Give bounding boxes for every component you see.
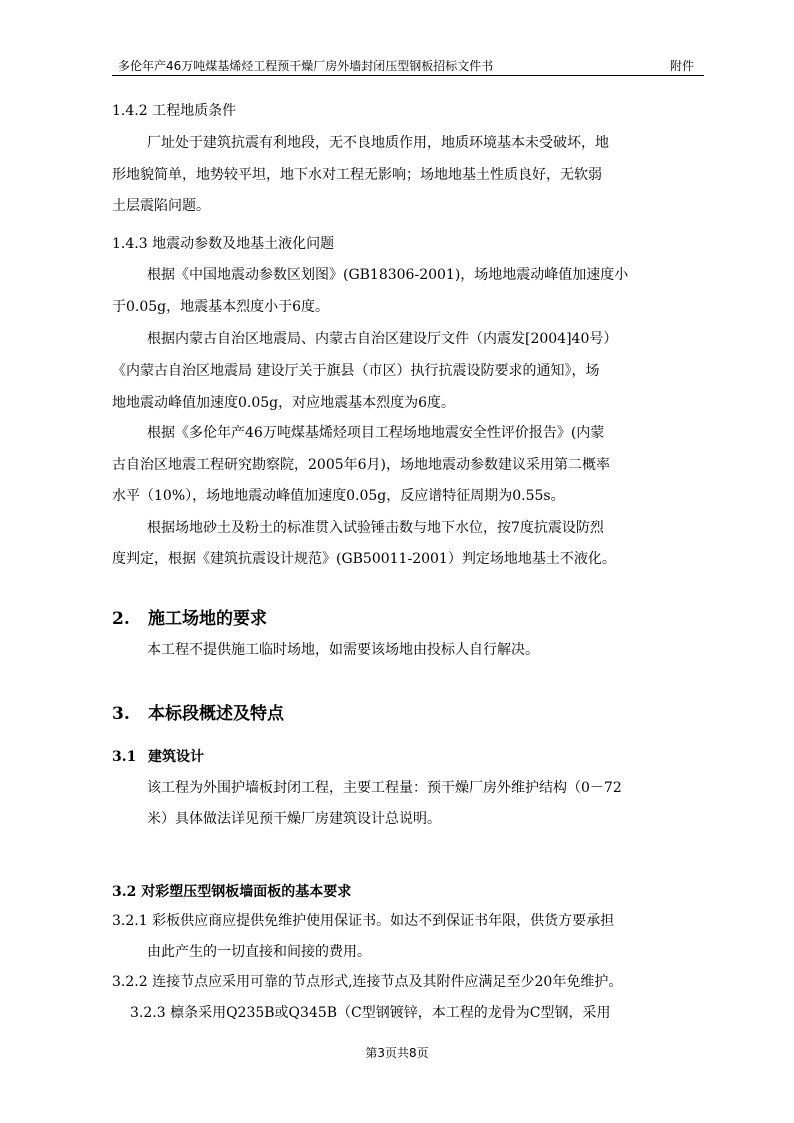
list-item-3-2-1-continued: 由此产生的一切直接和间接的费用。	[147, 944, 371, 960]
section-2-heading	[112, 604, 267, 629]
list-item-3-2-1: 3.2.1 彩板供应商应提供免维护使用保证书。如达不到保证书年限，供货方要承担	[112, 913, 615, 929]
paragraph-line: 厂址处于建筑抗震有利地段，无不良地质作用，地质环境基本未受破坏，地	[147, 135, 609, 151]
paragraph-line: 根据《中国地震动参数区划图》(GB18306-2001)，场地地震动峰值加速度小	[147, 267, 629, 283]
paragraph-line: 水平（10%），场地地震动峰值加速度0.05g，反应谱特征周期为0.55s。	[112, 488, 565, 504]
paragraph-line: 古自治区地震工程研究勘察院，2005年6月)，场地地震动参数建议采用第二概率	[112, 457, 610, 473]
paragraph-line: 根据内蒙古自治区地震局、内蒙古自治区建设厅文件（内震发[2004]40号）	[147, 331, 618, 347]
document-title: 多伦年产46万吨煤基烯烃工程预干燥厂房外墙封闭压型钢板招标文件书	[118, 59, 494, 73]
section-1-4-2-heading: 1.4.2 工程地质条件	[112, 103, 237, 119]
paragraph-line: 《内蒙古自治区地震局 建设厅关于旗县（市区）执行抗震设防要求的通知》，场	[112, 363, 600, 379]
paragraph-line: 度判定，根据《建筑抗震设计规范》(GB50011-2001）判定场地地基土不液化。	[112, 551, 616, 567]
section-title: 施工场地的要求	[148, 609, 267, 629]
list-item-3-2-2: 3.2.2 连接节点应采用可靠的节点形式,连接节点及其附件应满足至少20年免维护。	[112, 974, 623, 990]
list-item-3-2-3: 3.2.3 檩条采用Q235B或Q345B（C型钢镀锌，本工程的龙骨为C型钢，采用	[130, 1005, 611, 1021]
paragraph-line: 形地貌简单，地势较平坦，地下水对工程无影响；场地地基土性质良好，无软弱	[112, 167, 602, 183]
paragraph-line: 本工程不提供施工临时场地，如需要该场地由投标人自行解决。	[147, 642, 539, 658]
paragraph-line: 地地震动峰值加速度0.05g，对应地震基本烈度为6度。	[112, 395, 456, 411]
section-1-4-3-heading: 1.4.3 地震动参数及地基土液化问题	[112, 236, 335, 252]
section-number: 2.	[112, 609, 130, 629]
page-number: 第3页共8页	[365, 1046, 429, 1060]
section-number: 3.	[112, 704, 130, 724]
section-3-1-heading	[112, 746, 204, 766]
attachment-label: 附件	[669, 59, 694, 73]
paragraph-line: 于0.05g，地震基本烈度小于6度。	[112, 299, 330, 315]
paragraph-line: 根据场地砂土及粉土的标准贯入试验锤击数与地下水位，按7度抗震设防烈	[147, 520, 604, 536]
section-3-2-heading: 3.2 对彩塑压型钢板墙面板的基本要求	[112, 884, 352, 900]
paragraph-line: 土层震陷问题。	[112, 198, 210, 214]
page-header	[112, 55, 704, 76]
section-title: 本标段概述及特点	[148, 704, 284, 724]
paragraph-line: 根据《多伦年产46万吨煤基烯烃项目工程场地地震安全性评价报告》(内蒙	[147, 425, 605, 441]
section-title: 建筑设计	[148, 749, 204, 765]
section-number: 3.1	[112, 749, 137, 765]
paragraph-line: 该工程为外围护墙板封闭工程，主要工程量：预干燥厂房外维护结构（0－72	[147, 780, 622, 796]
section-3-heading	[112, 699, 284, 724]
paragraph-line: 米）具体做法详见预干燥厂房建筑设计总说明。	[147, 811, 441, 827]
